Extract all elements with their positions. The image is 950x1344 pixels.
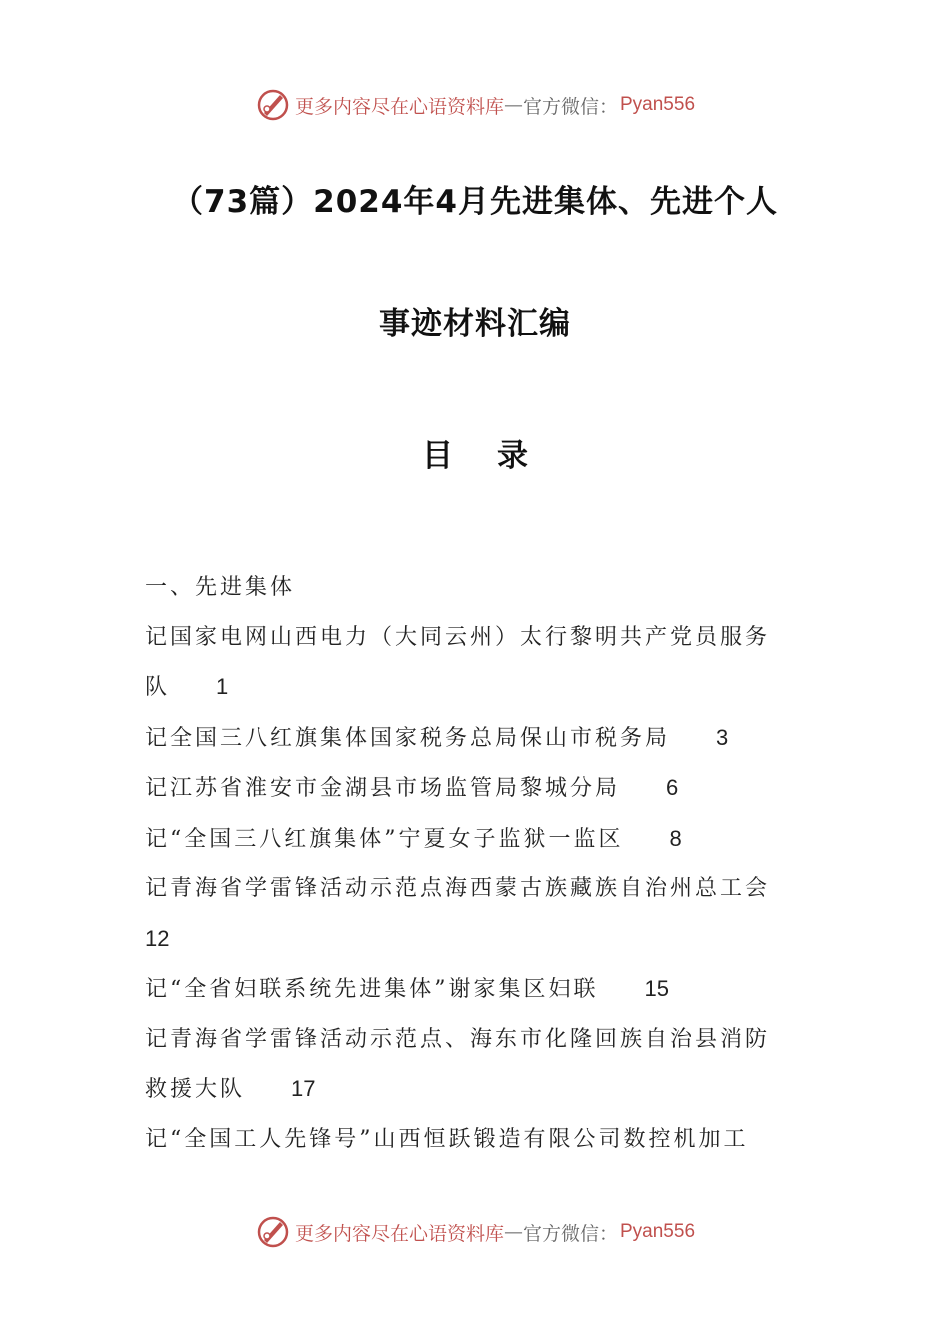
- banner-dash: —: [503, 94, 523, 116]
- pen-circle-icon: [255, 87, 291, 123]
- toc-entry-text: 记全国三八红旗集体国家税务总局保山市税务局: [145, 725, 671, 751]
- toc-section-heading: 一、先进集体: [145, 575, 296, 600]
- toc-entry-7-line-1[interactable]: 记青海省学雷锋活动示范点、海东市化隆回族自治县消防: [145, 1026, 771, 1052]
- document-title-line-2: 事迹材料汇编: [379, 306, 571, 342]
- toc-entry-4[interactable]: [145, 814, 810, 865]
- banner-label: 官方微信：: [522, 95, 618, 118]
- toc-heading-left: 目: [422, 438, 453, 474]
- toc-entry-8[interactable]: 记“全国工人先锋号”山西恒跃锻造有限公司数控机加工: [145, 1126, 749, 1152]
- toc-entry-7-line-2[interactable]: [145, 1064, 810, 1115]
- table-of-contents: [145, 563, 810, 1164]
- toc-entry-page: 17: [291, 1076, 316, 1101]
- banner-site-text: 更多内容尽在心语资料库: [294, 95, 504, 118]
- toc-entry-text: 记江苏省淮安市金湖县市场监管局黎城分局: [145, 776, 621, 801]
- banner-label: 官方微信：: [522, 1222, 618, 1245]
- banner-wechat-id: Pyan556: [620, 1221, 696, 1242]
- footer-banner: [0, 1207, 950, 1257]
- header-banner: [0, 80, 950, 130]
- toc-entry-page: 6: [666, 775, 679, 800]
- pen-circle-icon: [255, 1214, 291, 1250]
- toc-entry-1-line-2[interactable]: [145, 662, 810, 713]
- banner-dash: —: [503, 1221, 523, 1243]
- toc-entry-text: 记“全省妇联系统先进集体”谢家集区妇联: [145, 977, 599, 1002]
- toc-entry-3[interactable]: [145, 763, 810, 814]
- toc-entry-5-line-2[interactable]: [145, 914, 810, 965]
- toc-heading-right: 录: [497, 438, 528, 474]
- toc-entry-page: 1: [216, 674, 229, 699]
- document-title-line-1: （73篇）2024年4月先进集体、先进个人: [172, 184, 778, 220]
- toc-entry-text: 记“全国三八红旗集体”宁夏女子监狱一监区: [145, 826, 624, 852]
- banner-wechat-id: Pyan556: [620, 94, 696, 115]
- toc-entry-page: 12: [145, 925, 170, 951]
- toc-entry-6[interactable]: [145, 964, 810, 1015]
- toc-entry-page: 3: [716, 724, 729, 750]
- toc-entry-page: 15: [644, 976, 669, 1001]
- toc-entry-page: 8: [669, 825, 682, 851]
- toc-entry-5-line-1[interactable]: 记青海省学雷锋活动示范点海西蒙古族藏族自治州总工会: [145, 876, 771, 901]
- banner-site-text: 更多内容尽在心语资料库: [294, 1222, 504, 1245]
- toc-heading: [0, 430, 950, 475]
- toc-entry-2[interactable]: [145, 713, 810, 764]
- toc-entry-text: 队: [145, 675, 171, 700]
- toc-entry-text: 救援大队: [145, 1077, 246, 1102]
- toc-entry-1-line-1[interactable]: 记国家电网山西电力（大同云州）太行黎明共产党员服务: [145, 624, 771, 650]
